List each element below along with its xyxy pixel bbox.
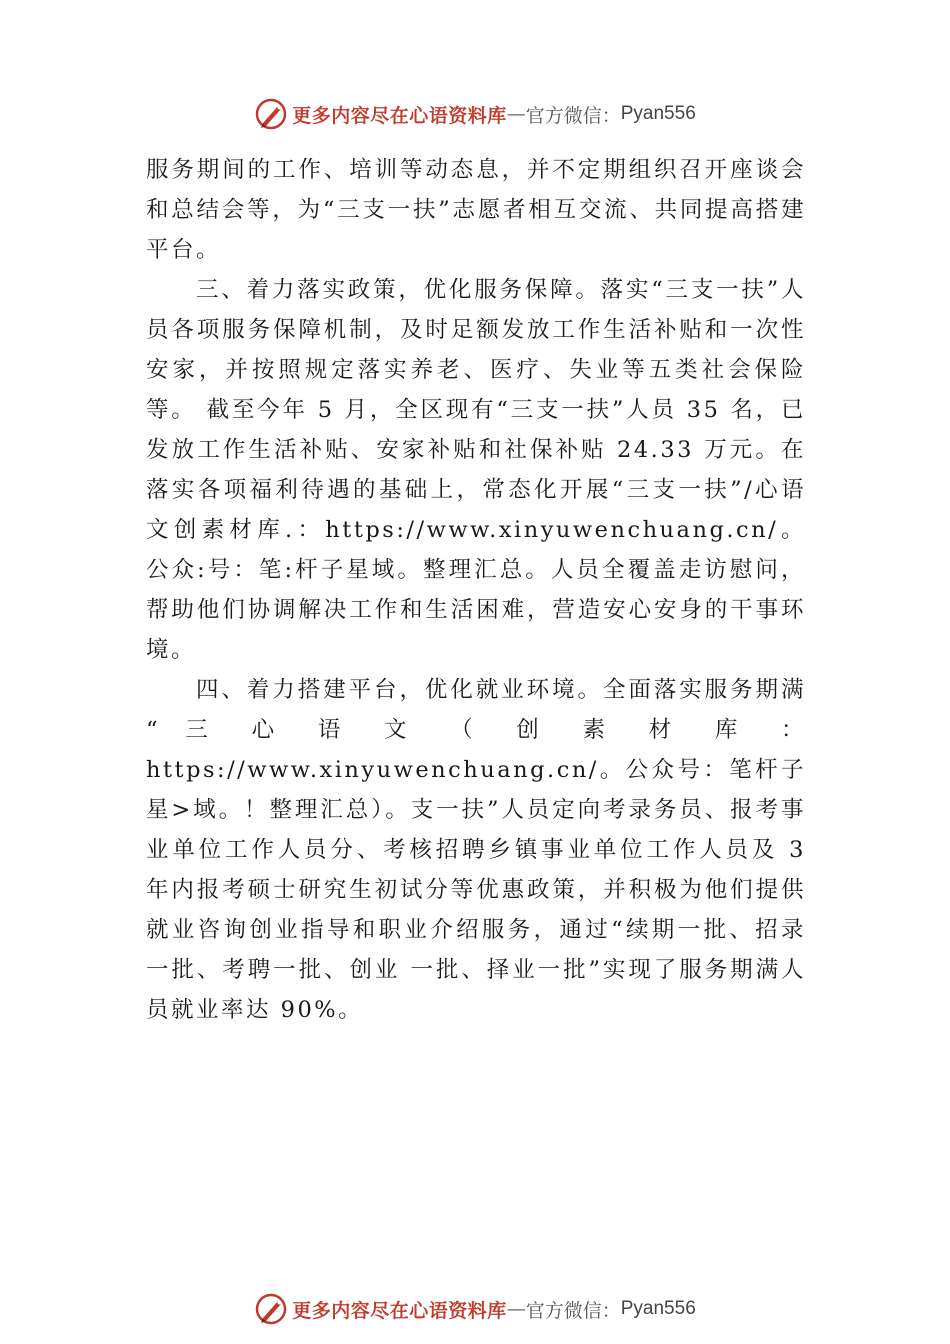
- banner-separator: —: [506, 103, 526, 125]
- banner-wechat-id: Pyan556: [620, 1298, 696, 1319]
- banner-title: 更多内容尽在心语资料库: [292, 1299, 507, 1322]
- pen-logo-icon: [254, 1292, 288, 1326]
- paragraph-section-four: 四、着力搭建平台，优化就业环境。全面落实服务期满 “ 三 心 语 文 （ 创 素 材 库 ： https://www.xinyuwenchuang.cn/。公众号：笔杆子星>域。！整理汇总）。支一扶”人员定向考录务员、报考事业单位工作人员分、考核招聘乡镇事业单位工作人员及 3 年内报考硕士研究生初试分等优惠政策，并积极为他们提供就业咨询创业指导和职业介绍服务，通过“续期一批、招录一批、考聘一批、创业 一批、择业一批”实现了服务期满人员就业率达 90%。: [146, 677, 806, 1023]
- banner-wechat-label: 官方微信：: [525, 104, 621, 127]
- banner-wechat-id: Pyan556: [620, 103, 696, 124]
- banner-title: 更多内容尽在心语资料库: [292, 104, 507, 127]
- header-banner: [0, 94, 950, 134]
- paragraph-section-three: 三、着力落实政策，优化服务保障。落实“三支一扶”人员各项服务保障机制，及时足额发放工作生活补贴和一次性安家，并按照规定落实养老、医疗、失业等五类社会保险等。 截至今年 5 月，全区现有“三支一扶”人员 35 名，已发放工作生活补贴、安家补贴和社保补贴 24.33 万元。在落实各项福利待遇的基础上，常态化开展“三支一扶”/心语文创素材库.：https://www.xinyuwenchuang.cn/。公众:号：笔:杆子星域。整理汇总。人员全覆盖走访慰问，帮助他们协调解决工作和生活困难，营造安心安身的干事环境。: [146, 277, 806, 663]
- paragraph-continued: 服务期间的工作、培训等动态息，并不定期组织召开座谈会和总结会等，为“三支一扶”志愿者相互交流、共同提高搭建平台。: [146, 157, 806, 263]
- banner-wechat-label: 官方微信：: [525, 1299, 621, 1322]
- footer-banner: [0, 1289, 950, 1329]
- pen-logo-icon: [254, 97, 288, 131]
- banner-separator: —: [506, 1298, 526, 1320]
- document-body: [146, 150, 806, 1030]
